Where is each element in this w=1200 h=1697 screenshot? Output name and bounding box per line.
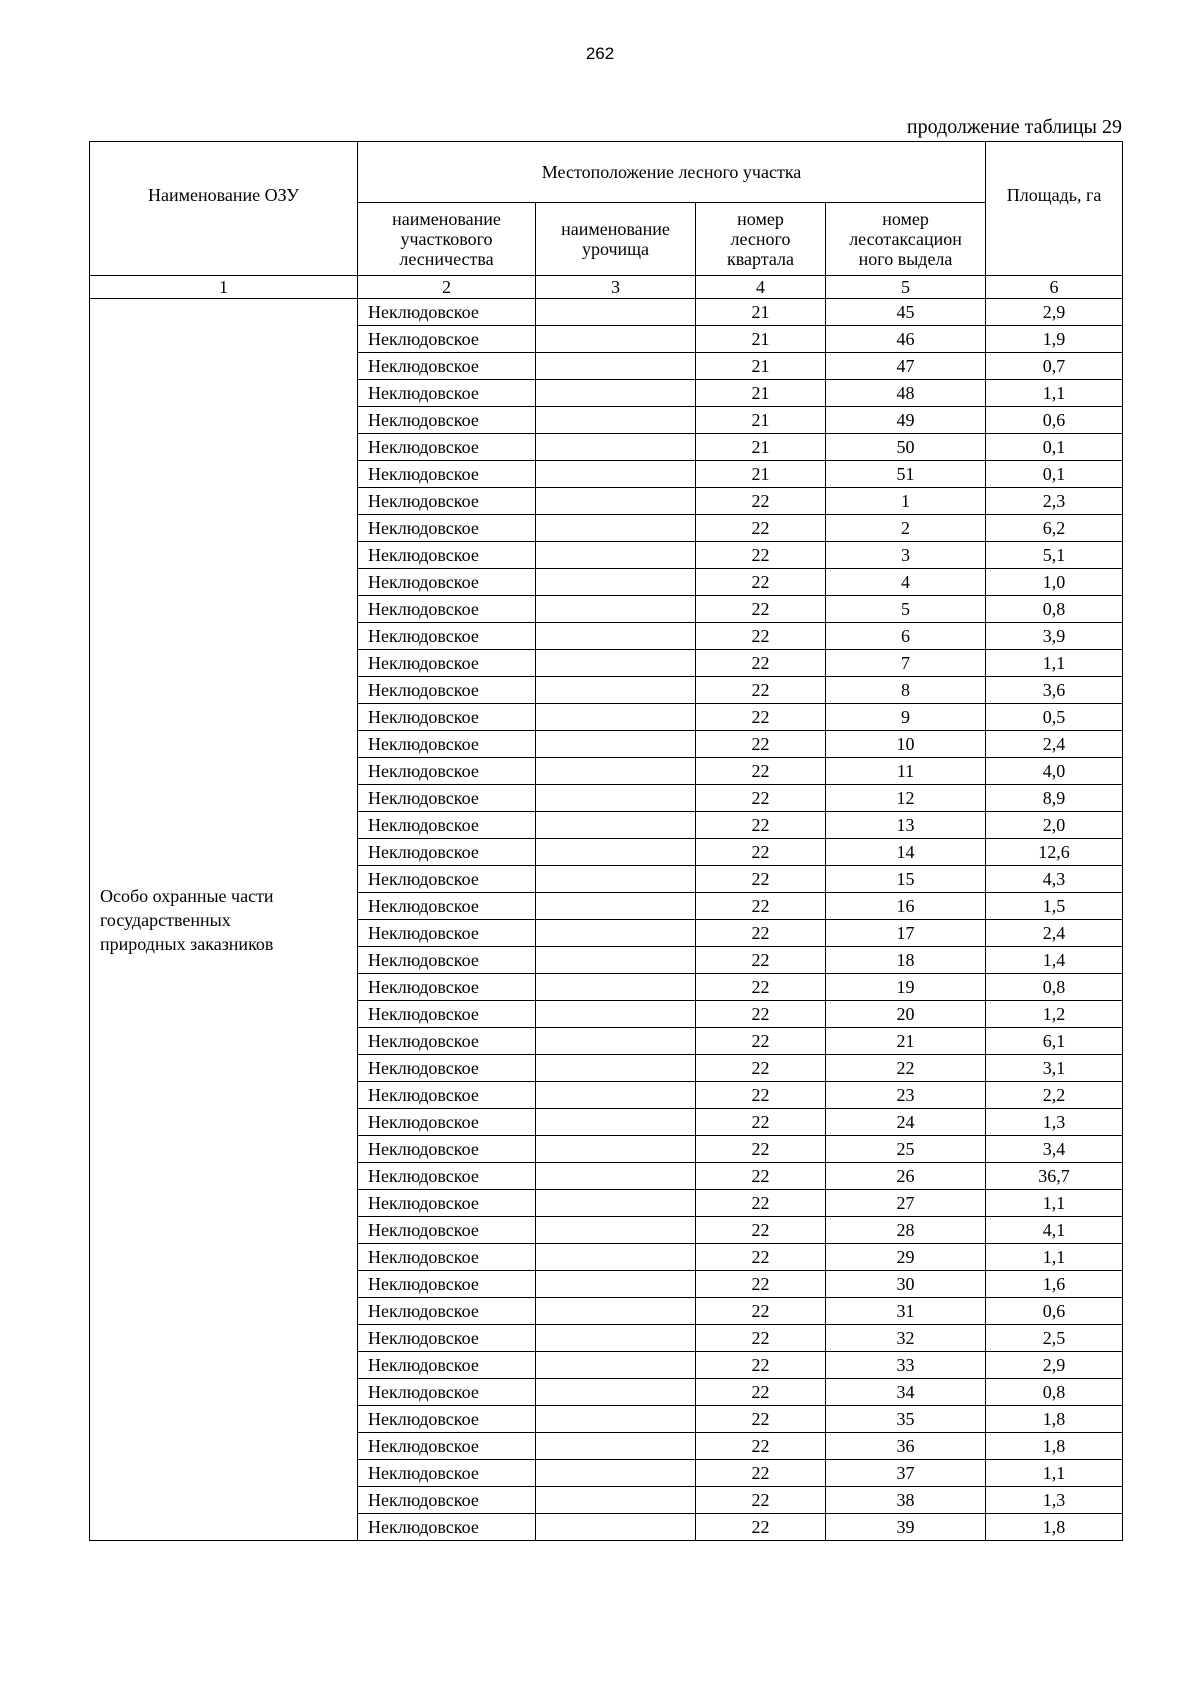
forestry-cell: Неклюдовское [358,596,536,623]
area-cell: 1,1 [986,1460,1123,1487]
forestry-cell: Неклюдовское [358,1082,536,1109]
area-cell: 4,1 [986,1217,1123,1244]
tract-cell [536,839,696,866]
tract-cell [536,1406,696,1433]
tract-cell [536,1298,696,1325]
quarter-cell: 21 [696,407,826,434]
quarter-cell: 22 [696,839,826,866]
quarter-cell: 22 [696,677,826,704]
quarter-cell: 21 [696,380,826,407]
area-cell: 8,9 [986,785,1123,812]
quarter-cell: 22 [696,1217,826,1244]
area-cell: 2,0 [986,812,1123,839]
tract-cell [536,461,696,488]
quarter-cell: 22 [696,569,826,596]
tract-cell [536,785,696,812]
area-cell: 3,1 [986,1055,1123,1082]
forestry-cell: Неклюдовское [358,893,536,920]
area-cell: 0,1 [986,461,1123,488]
allotment-cell: 31 [826,1298,986,1325]
allotment-cell: 6 [826,623,986,650]
forestry-cell: Неклюдовское [358,1136,536,1163]
allotment-cell: 5 [826,596,986,623]
forestry-cell: Неклюдовское [358,704,536,731]
forestry-cell: Неклюдовское [358,488,536,515]
area-cell: 4,3 [986,866,1123,893]
quarter-cell: 22 [696,542,826,569]
forestry-cell: Неклюдовское [358,1514,536,1541]
forestry-cell: Неклюдовское [358,515,536,542]
tract-cell [536,569,696,596]
quarter-cell: 22 [696,758,826,785]
forestry-cell: Неклюдовское [358,1406,536,1433]
allotment-cell: 47 [826,353,986,380]
allotment-cell: 20 [826,1001,986,1028]
forestry-cell: Неклюдовское [358,1298,536,1325]
area-cell: 1,8 [986,1406,1123,1433]
tract-cell [536,812,696,839]
allotment-cell: 51 [826,461,986,488]
forestry-cell: Неклюдовское [358,839,536,866]
area-cell: 1,1 [986,1190,1123,1217]
column-number-row [90,276,1123,299]
forestry-cell: Неклюдовское [358,1244,536,1271]
tract-cell [536,1217,696,1244]
quarter-cell: 22 [696,785,826,812]
allotment-cell: 14 [826,839,986,866]
table-row [90,299,1123,326]
area-cell: 3,6 [986,677,1123,704]
tract-cell [536,1514,696,1541]
tract-cell [536,947,696,974]
area-cell: 6,2 [986,515,1123,542]
quarter-cell: 22 [696,1379,826,1406]
tract-cell [536,677,696,704]
tract-cell [536,1433,696,1460]
quarter-cell: 22 [696,866,826,893]
forestry-cell: Неклюдовское [358,326,536,353]
forestry-cell: Неклюдовское [358,299,536,326]
area-cell: 1,8 [986,1433,1123,1460]
allotment-cell: 28 [826,1217,986,1244]
forestry-cell: Неклюдовское [358,1433,536,1460]
quarter-cell: 22 [696,650,826,677]
allotment-cell: 4 [826,569,986,596]
allotment-cell: 25 [826,1136,986,1163]
quarter-cell: 22 [696,1271,826,1298]
area-cell: 36,7 [986,1163,1123,1190]
header-quarter: номер лесного квартала [696,203,826,276]
quarter-cell: 22 [696,1109,826,1136]
allotment-cell: 9 [826,704,986,731]
forestry-cell: Неклюдовское [358,866,536,893]
area-cell: 1,9 [986,326,1123,353]
allotment-cell: 24 [826,1109,986,1136]
quarter-cell: 22 [696,623,826,650]
forestry-cell: Неклюдовское [358,650,536,677]
tract-cell [536,1379,696,1406]
tract-cell [536,920,696,947]
forestry-cell: Неклюдовское [358,1379,536,1406]
forestry-cell: Неклюдовское [358,407,536,434]
quarter-cell: 22 [696,812,826,839]
tract-cell [536,623,696,650]
quarter-cell: 22 [696,1514,826,1541]
area-cell: 2,5 [986,1325,1123,1352]
forestry-cell: Неклюдовское [358,1055,536,1082]
tract-cell [536,1001,696,1028]
allotment-cell: 12 [826,785,986,812]
header-area: Площадь, га [986,142,1123,276]
allotment-cell: 23 [826,1082,986,1109]
allotment-cell: 21 [826,1028,986,1055]
area-cell: 1,2 [986,1001,1123,1028]
tract-cell [536,1109,696,1136]
forestry-cell: Неклюдовское [358,434,536,461]
area-cell: 2,9 [986,299,1123,326]
allotment-cell: 35 [826,1406,986,1433]
forestry-cell: Неклюдовское [358,758,536,785]
quarter-cell: 22 [696,893,826,920]
forestry-cell: Неклюдовское [358,1190,536,1217]
allotment-cell: 33 [826,1352,986,1379]
area-cell: 2,2 [986,1082,1123,1109]
tract-cell [536,326,696,353]
quarter-cell: 22 [696,704,826,731]
tract-cell [536,974,696,1001]
allotment-cell: 13 [826,812,986,839]
tract-cell [536,1460,696,1487]
quarter-cell: 21 [696,299,826,326]
forestry-cell: Неклюдовское [358,1028,536,1055]
allotment-cell: 49 [826,407,986,434]
area-cell: 1,6 [986,1271,1123,1298]
forestry-cell: Неклюдовское [358,1325,536,1352]
area-cell: 0,7 [986,353,1123,380]
quarter-cell: 21 [696,326,826,353]
column-number: 6 [986,276,1123,299]
tract-cell [536,434,696,461]
header-tract: наименование урочища [536,203,696,276]
allotment-cell: 18 [826,947,986,974]
area-cell: 5,1 [986,542,1123,569]
allotment-cell: 7 [826,650,986,677]
tract-cell [536,380,696,407]
quarter-cell: 22 [696,1190,826,1217]
area-cell: 1,4 [986,947,1123,974]
tract-cell [536,596,696,623]
header-forestry: наименование участкового лесничества [358,203,536,276]
tract-cell [536,407,696,434]
allotment-cell: 36 [826,1433,986,1460]
area-cell: 4,0 [986,758,1123,785]
tract-cell [536,353,696,380]
allotment-cell: 17 [826,920,986,947]
tract-cell [536,1325,696,1352]
forestry-cell: Неклюдовское [358,542,536,569]
area-cell: 0,6 [986,407,1123,434]
forestry-cell: Неклюдовское [358,731,536,758]
quarter-cell: 22 [696,1352,826,1379]
forest-plots-table [89,141,1123,1541]
forestry-cell: Неклюдовское [358,1352,536,1379]
allotment-cell: 27 [826,1190,986,1217]
quarter-cell: 22 [696,1244,826,1271]
quarter-cell: 22 [696,515,826,542]
forestry-cell: Неклюдовское [358,1217,536,1244]
allotment-cell: 30 [826,1271,986,1298]
area-cell: 1,1 [986,1244,1123,1271]
allotment-cell: 15 [826,866,986,893]
forestry-cell: Неклюдовское [358,947,536,974]
area-cell: 0,5 [986,704,1123,731]
forestry-cell: Неклюдовское [358,1271,536,1298]
quarter-cell: 21 [696,434,826,461]
column-number: 1 [90,276,358,299]
area-cell: 1,3 [986,1109,1123,1136]
allotment-cell: 22 [826,1055,986,1082]
area-cell: 1,1 [986,380,1123,407]
forestry-cell: Неклюдовское [358,785,536,812]
area-cell: 1,8 [986,1514,1123,1541]
tract-cell [536,299,696,326]
tract-cell [536,1352,696,1379]
tract-cell [536,1190,696,1217]
forestry-cell: Неклюдовское [358,380,536,407]
quarter-cell: 22 [696,1082,826,1109]
area-cell: 1,5 [986,893,1123,920]
allotment-cell: 19 [826,974,986,1001]
forestry-cell: Неклюдовское [358,1163,536,1190]
page-number: 262 [585,44,615,63]
tract-cell [536,1136,696,1163]
area-cell: 2,9 [986,1352,1123,1379]
tract-cell [536,704,696,731]
allotment-cell: 39 [826,1514,986,1541]
quarter-cell: 22 [696,596,826,623]
quarter-cell: 22 [696,947,826,974]
area-cell: 3,9 [986,623,1123,650]
allotment-cell: 48 [826,380,986,407]
column-number: 3 [536,276,696,299]
area-cell: 0,8 [986,1379,1123,1406]
allotment-cell: 37 [826,1460,986,1487]
tract-cell [536,1163,696,1190]
ozu-name-cell: Особо охранные части государственных природных заказников [90,299,358,1541]
header-ozu-name: Наименование ОЗУ [90,142,358,276]
tract-cell [536,866,696,893]
header-allotment: номер лесотаксацион ного выдела [826,203,986,276]
header-location: Местоположение лесного участка [358,142,986,203]
tract-cell [536,1028,696,1055]
area-cell: 2,3 [986,488,1123,515]
quarter-cell: 22 [696,488,826,515]
quarter-cell: 22 [696,974,826,1001]
tract-cell [536,1271,696,1298]
tract-cell [536,515,696,542]
tract-cell [536,731,696,758]
allotment-cell: 8 [826,677,986,704]
area-cell: 2,4 [986,731,1123,758]
allotment-cell: 45 [826,299,986,326]
column-number: 4 [696,276,826,299]
forestry-cell: Неклюдовское [358,1460,536,1487]
area-cell: 1,1 [986,650,1123,677]
tract-cell [536,1487,696,1514]
allotment-cell: 50 [826,434,986,461]
quarter-cell: 22 [696,1055,826,1082]
allotment-cell: 26 [826,1163,986,1190]
tract-cell [536,1244,696,1271]
allotment-cell: 1 [826,488,986,515]
quarter-cell: 22 [696,731,826,758]
area-cell: 12,6 [986,839,1123,866]
tract-cell [536,893,696,920]
allotment-cell: 10 [826,731,986,758]
forestry-cell: Неклюдовское [358,353,536,380]
continuation-label: продолжение таблицы 29 [906,116,1122,138]
area-cell: 6,1 [986,1028,1123,1055]
quarter-cell: 22 [696,1298,826,1325]
forestry-cell: Неклюдовское [358,569,536,596]
quarter-cell: 22 [696,1406,826,1433]
forestry-cell: Неклюдовское [358,1487,536,1514]
area-cell: 0,8 [986,974,1123,1001]
quarter-cell: 22 [696,1028,826,1055]
forestry-cell: Неклюдовское [358,677,536,704]
quarter-cell: 22 [696,1163,826,1190]
column-number: 2 [358,276,536,299]
tract-cell [536,650,696,677]
area-cell: 0,1 [986,434,1123,461]
area-cell: 3,4 [986,1136,1123,1163]
allotment-cell: 38 [826,1487,986,1514]
allotment-cell: 46 [826,326,986,353]
forestry-cell: Неклюдовское [358,1001,536,1028]
forestry-cell: Неклюдовское [358,974,536,1001]
quarter-cell: 22 [696,1325,826,1352]
allotment-cell: 11 [826,758,986,785]
quarter-cell: 22 [696,1460,826,1487]
allotment-cell: 2 [826,515,986,542]
tract-cell [536,542,696,569]
allotment-cell: 29 [826,1244,986,1271]
quarter-cell: 21 [696,353,826,380]
area-cell: 1,3 [986,1487,1123,1514]
column-number: 5 [826,276,986,299]
allotment-cell: 32 [826,1325,986,1352]
quarter-cell: 22 [696,1001,826,1028]
area-cell: 1,0 [986,569,1123,596]
allotment-cell: 3 [826,542,986,569]
quarter-cell: 21 [696,461,826,488]
allotment-cell: 16 [826,893,986,920]
quarter-cell: 22 [696,920,826,947]
tract-cell [536,1055,696,1082]
quarter-cell: 22 [696,1487,826,1514]
tract-cell [536,488,696,515]
forestry-cell: Неклюдовское [358,461,536,488]
tract-cell [536,758,696,785]
area-cell: 0,6 [986,1298,1123,1325]
allotment-cell: 34 [826,1379,986,1406]
forestry-cell: Неклюдовское [358,1109,536,1136]
tract-cell [536,1082,696,1109]
forestry-cell: Неклюдовское [358,812,536,839]
quarter-cell: 22 [696,1433,826,1460]
forestry-cell: Неклюдовское [358,920,536,947]
forestry-cell: Неклюдовское [358,623,536,650]
quarter-cell: 22 [696,1136,826,1163]
area-cell: 0,8 [986,596,1123,623]
area-cell: 2,4 [986,920,1123,947]
